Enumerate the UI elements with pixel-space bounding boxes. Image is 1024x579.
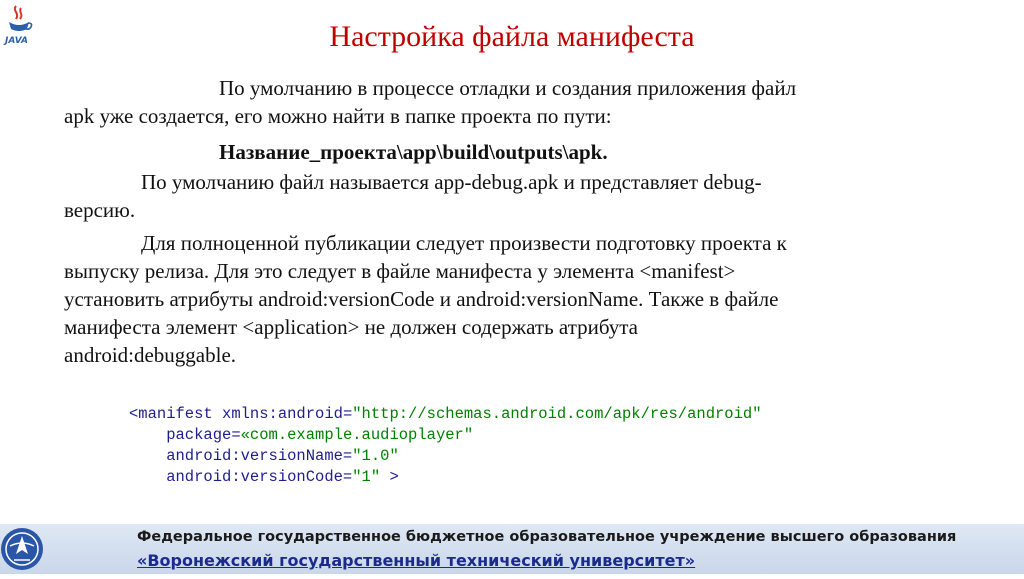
code-tag-close: > xyxy=(380,468,399,486)
paragraph-3-line-5: android:debuggable. xyxy=(64,343,237,367)
code-block xyxy=(129,404,762,488)
paragraph-3-line-4: манифеста элемент <application> не должен содержать атрибута xyxy=(64,315,639,339)
code-versionname-value: "1.0" xyxy=(352,447,399,465)
paragraph-1 xyxy=(64,74,964,130)
code-xmlns-value: "http://schemas.android.com/apk/res/android" xyxy=(352,405,762,423)
project-path: Название_проекта\app\build\outputs\apk. xyxy=(219,140,608,164)
code-versionname-attr: android:versionName= xyxy=(129,447,353,465)
footer-university-name: «Воронежский государственный технический университет» xyxy=(137,551,696,570)
paragraph-1-line-2: apk уже создается, его можно найти в папке проекта по пути: xyxy=(64,104,612,128)
paragraph-1-line-1: По умолчанию в процессе отладки и создания приложения файл xyxy=(219,76,797,100)
paragraph-3 xyxy=(64,229,964,369)
code-versioncode-attr: android:versionCode= xyxy=(129,468,353,486)
code-line-1 xyxy=(129,405,762,423)
paragraph-3-line-1: Для полноценной публикации следует произвести подготовку проекта к xyxy=(141,231,787,255)
code-versioncode-value: "1" xyxy=(352,468,381,486)
code-xmlns-attr: xmlns:android= xyxy=(212,405,353,423)
paragraph-3-line-3: установить атрибуты android:versionCode и android:versionName. Также в файле xyxy=(64,287,779,311)
code-line-4 xyxy=(129,468,399,486)
university-emblem-icon xyxy=(0,524,48,574)
footer-institution-type: Федеральное государственное бюджетное образовательное учреждение высшего образования xyxy=(137,529,957,545)
paragraph-2-line-2: версию. xyxy=(64,198,136,222)
svg-text:JAVA: JAVA xyxy=(5,36,29,46)
code-manifest-tag: <manifest xyxy=(129,405,213,423)
footer-bar xyxy=(0,524,1024,574)
code-package-attr: package= xyxy=(129,426,241,444)
paragraph-2-line-1: По умолчанию файл называется app-debug.apk и представляет debug- xyxy=(141,170,762,194)
code-package-value: «com.example.audioplayer" xyxy=(240,426,474,444)
code-line-3 xyxy=(129,447,399,465)
paragraph-3-line-2: выпуску релиза. Для это следует в файле манифеста у элемента <manifest> xyxy=(64,259,736,283)
paragraph-2 xyxy=(64,168,964,224)
code-line-2 xyxy=(129,426,473,444)
page-title: Настройка файла манифеста xyxy=(329,20,695,53)
